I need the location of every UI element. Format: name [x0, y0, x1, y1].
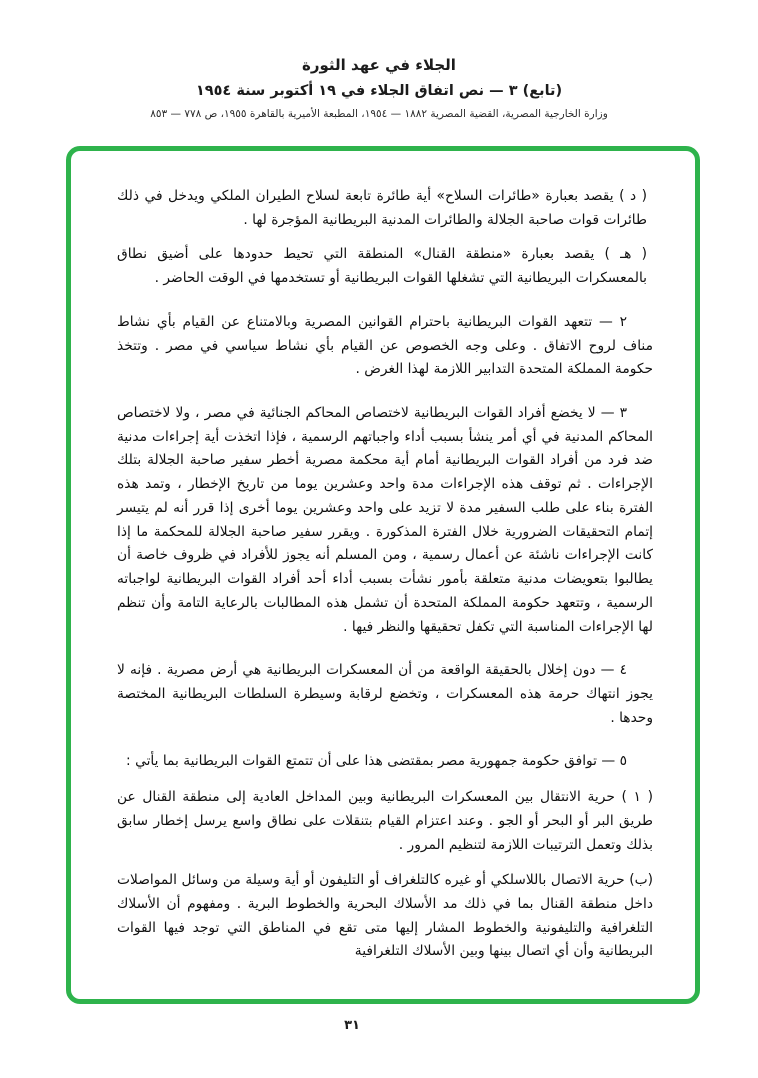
article-3-paragraph: ٣ — لا يخضع أفراد القوات البريطانية لاختصاص المحاكم الجنائية في مصر ، ولا لاختصاص المحاكم المدنية في أي أمر ينشأ بسبب أداء واجباتهم الرسمية ، فإذا اتخذت أية إجراءات مدنية ضد فرد من أفراد القوات البريطانية أمام أية محكمة مصرية أخطر سفير صاحبة الجلالة بتلك الإجراءات . ثم توقف هذه الإجراءات مدة واحد وعشرين يوما من تاريخ الإخطار ، وتمد هذه الفترة بناء على طلب السفير مدة لا تزيد على واحد وعشرين يوما أخرى إذا قرر أنه لم يتيسر إتمام التحقيقات الضرورية خلال الفترة المذكورة . ويقرر سفير صاحبة الجلالة للمحكمة ما إذا كانت الإجراءات ناشئة عن أعمال رسمية ، ومن المسلم أنه يجوز للأفراد في ظروف خاصة أن يطالبوا بتعويضات مدنية متعلقة بأمور نشأت بسبب أداء أحد أفراد القوات البريطانية لواجباته الرسمية ، وتتعهد حكومة المملكة المتحدة أن تشمل هذه المطالبات بالرعاية التامة وأن تنظم لها الإجراءات المناسبة التي تكفل تحقيقها والنظر فيها . — [117, 405, 653, 635]
sub-item-1-paragraph: ( ١ ) حرية الانتقال بين المعسكرات البريطانية وبين المداخل العادية إلى منطقة القنال عن طريق البر أو البحر أو الجو . وعند اعتزام القيام بتنقلات على نطاق واسع يرسل إخطار سابق بذلك وتعمل الترتيبات اللازمة لتنظيم المرور . — [117, 789, 653, 853]
page-number: ٣١ — [344, 1018, 360, 1033]
clause-d-paragraph: ( د ) يقصد بعبارة «طائرات السلاح» أية طائرة تابعة لسلاح الطيران الملكي ويدخل في ذلك طائرات قوات صاحبة الجلالة والطائرات المدنية البريطانية المؤجرة لها . — [117, 188, 647, 228]
source-citation: وزارة الخارجية المصرية، القضية المصرية ١٨٨٢ — ١٩٥٤، المطبعة الأميرية بالقاهرة ١٩٥٥، ص ٧٧٨ — ٨٥٣ — [150, 108, 608, 120]
article-2-paragraph: ٢ — تتعهد القوات البريطانية باحترام القوانين المصرية وبالامتناع عن القيام بأي نشاط مناف لروح الاتفاق . وعلى وجه الخصوص عن القيام بأي نشاط سياسي في مصر . وتتخذ حكومة المملكة المتحدة التدابير اللازمة لهذا الغرض . — [117, 313, 653, 378]
page-subtitle: (تابع) ٣ — نص اتفاق الجلاء في ١٩ أكتوبر سنة ١٩٥٤ — [195, 83, 563, 99]
document-body — [71, 151, 695, 964]
highlight-border-box — [66, 146, 700, 1004]
page-title: الجلاء في عهد الثورة — [302, 56, 456, 74]
article-4-paragraph: ٤ — دون إخلال بالحقيقة الواقعة من أن المعسكرات البريطانية هي أرض مصرية . فإنه لا يجوز انتهاك حرمة هذه المعسكرات ، وتخضع لرقابة وسيطرة السلطات البريطانية المختصة وحدها . — [117, 662, 653, 726]
clause-h-paragraph: ( هـ ) يقصد بعبارة «منطقة القنال» المنطقة التي تحيط حدودها على أضيق نطاق بالمعسكرات البريطانية التي تشغلها القوات البريطانية أو تستخدمها في الوقت الحاضر . — [117, 246, 647, 287]
article-5-paragraph: ٥ — توافق حكومة جمهورية مصر بمقتضى هذا على أن تتمتع القوات البريطانية بما يأتي : — [126, 753, 627, 770]
sub-item-b-paragraph: (ب) حرية الاتصال باللاسلكي أو غيره كالتلغراف أو التليفون أو أية وسيلة من وسائل المواصلات داخل منطقة القنال بما في ذلك مد الأسلاك البحرية والخطوط البرية . ومفهوم أن الأسلاك التلغرافية والتليفونية والخطوط المشار إليها متى تقع في المناطق التي توجد فيها القوات البريطانية وأن أي اتصال بينها وبين الأسلاك التلغرافية — [117, 872, 653, 960]
document-header — [0, 0, 758, 120]
